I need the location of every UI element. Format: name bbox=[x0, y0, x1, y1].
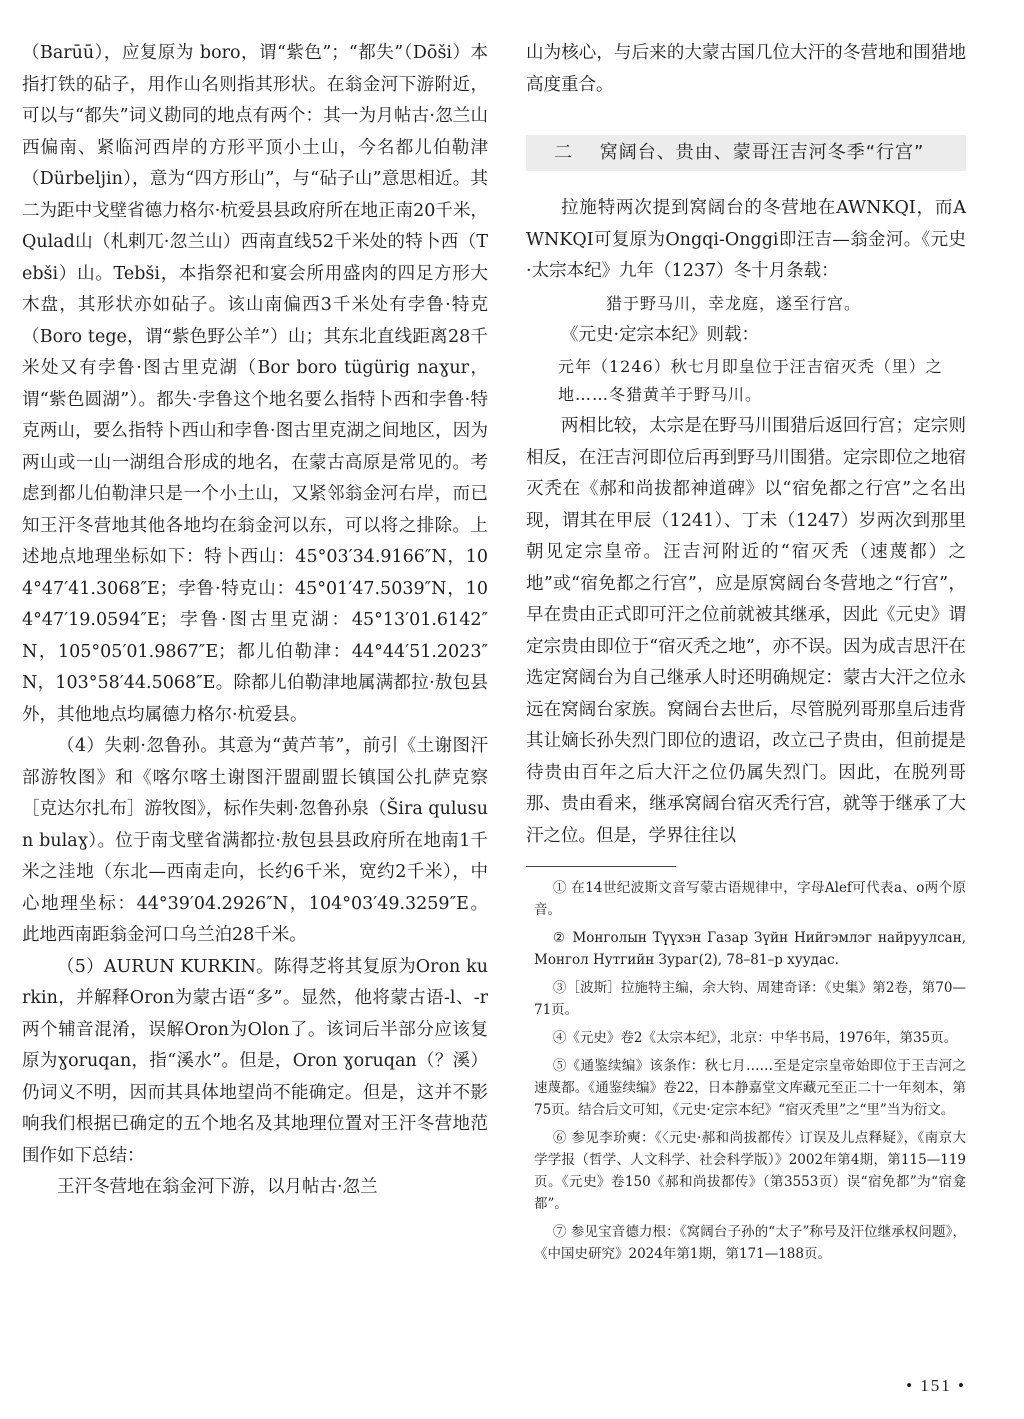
footnote: ⑥ 参见李玠奭：《〈元史·郝和尚拔都传〉订误及儿点释疑》，《南京大学学报（哲学、人文科学、社会科学版）》2002年第4期，第115—119页。《元史》卷150《郝和尚拔都传》（第3553页）误“宿免都”为“宿龛都”。 bbox=[534, 1130, 966, 1212]
quote-dingzong: 元年（1246）秋七月即皇位于汪吉宿灭秃（里）之地……冬猎黄羊于野马川。 bbox=[558, 357, 943, 404]
paragraph-aurun-kurkin: （5）AURUN KURKIN。陈得芝将其复原为Oron kurkin，并解释Oron为蒙古语“多”。显然，他将蒙古语-l、-r两个辅音混淆，误解Oron为Olon了。该词后半部分应该复原为ɣoruqan，指“溪水”。但是，Oron ɣoruqan（？溪）仍词义不明，因而其具体地望尚不能确定。但是，这并不影响我们根据已确定的五个地名及其地理位置对王汗冬营地范围作如下总结： bbox=[22, 956, 488, 1166]
paragraph-comparison: 两相比较，太宗是在野马川围猎后返回行宫；定宗则相反，在汪吉河即位后再到野马川围猎。定宗即位之地宿灭秃在《郝和尚拔都神道碑》以“宿免都之行宫”之名出现，谓其在甲辰（1241）、丁未（1247）岁两次到那里朝见定宗皇帝。汪吉河附近的“宿灭秃（速蔑都）之地”或“宿免都之行宫”，应是原窝阔台冬营地之“行宫”，早在贵由正式即可汗之位前就被其继承，因此《元史》谓定宗贵由即位于“宿灭秃之地”，亦不误。因为成吉思汗在选定窝阔台为自己继承人时还明确规定：蒙古大汗之位永远在窝阔台家族。窝阔台去世后，尽管脱列哥那皇后违背其让嫡长孙失烈门即位的遗诏，改立己子贵由，但前提是待贵由百年之后大汗之位仍属失烈门。因此，在脱列哥那、贵由看来，继承窝阔台宿灭秃行宫，就等于继承了大汗之位。但是，学界往往以 bbox=[526, 416, 966, 846]
footnote: ④《元史》卷2《太宗本纪》，北京：中华书局，1976年，第35页。 bbox=[552, 1030, 958, 1046]
right-column bbox=[526, 38, 966, 1271]
footnote: ⑤《通鉴续编》该条作：秋七月……至是定宗皇帝始即位于王吉河之速蔑都。《通鉴续编》卷22，日本静嘉堂文库藏元至正二十一年刻本，第75页。结合后文可知，《元史·定宗本纪》“宿灭秃里”之“里”当为衍文。 bbox=[534, 1058, 966, 1118]
footnotes bbox=[526, 877, 966, 1265]
left-column bbox=[22, 38, 488, 1204]
footnote: ⑦ 参见宝音德力根：《窝阔台子孙的“太子”称号及汗位继承权问题》，《中国史研究》2024年第1期，第171—188页。 bbox=[534, 1224, 966, 1262]
quote-taizong: 猎于野马川，幸龙庭，遂至行宫。 bbox=[606, 293, 862, 313]
section-title: 窝阔台、贵由、蒙哥汪吉河冬季“行宫” bbox=[599, 142, 925, 163]
paragraph-sira-qulusun: （4）失刺·忽鲁孙。其意为“黄芦苇”，前引《土谢图汗部游牧图》和《喀尔喀土谢图汗盟副盟长镇国公扎萨克察［克达尔扎布］游牧图》，标作失剌·忽鲁孙泉（Šira qulusun bulaɣ）。位于南戈壁省满都拉·敖包县县政府所在地南1千米之洼地（东北—西南走向，长约6千米，宽约2千米），中心地理坐标：44°39′04.2926″N，104°03′49.3259″E。此地西南距翁金河口乌兰泊28千米。 bbox=[22, 736, 488, 945]
footnote-divider bbox=[526, 866, 676, 867]
footnote: ① 在14世纪波斯文音写蒙古语规律中，字母Alef可代表a、o两个原音。 bbox=[534, 880, 966, 918]
paragraph-rashid: 拉施特两次提到窝阔台的冬营地在AWNKQI，而AWNKQI可复原为Ongqi-Onggi即汪吉—翁金河。《元史·太宗本纪》九年（1237）冬十月条载： bbox=[526, 198, 966, 281]
paragraph-continuation: 山为核心，与后来的大蒙古国几位大汗的冬营地和围猎地高度重合。 bbox=[526, 43, 966, 95]
paragraph-dosi-place: （Barūū），应复原为 boro，谓“紫色”；“都失”（Dōši）本指打铁的砧子，用作山名则指其形状。在翁金河下游附近，可以与“都失”词义勘同的地点有两个：其一为月帖古·忽兰山西偏南、紧临河西岸的方形平顶小土山，今名都儿伯勒津（Dürbeljin），意为“四方形山”，与“砧子山”意思相近。其二为距中戈壁省德力格尔·杭爱县县政府所在地正南20千米，Qulad山（札剌兀·忽兰山）西南直线52千米处的特卜西（Tebši）山。Tebši，本指祭祀和宴会所用盛肉的四足方形大木盘，其形状亦如砧子。该山南偏西3千米处有孛鲁·特克（Boro tege，谓“紫色野公羊”）山；其东北直线距离28千米处又有孛鲁·图古里克湖（Bor boro tügürig naɣur，谓“紫色圆湖”）。都失·孛鲁这个地名要么指特卜西和孛鲁·特克两山，要么指特卜西山和孛鲁·图古里克湖之间地区，因为两山或一山一湖组合形成的地名，在蒙古高原是常见的。考虑到都儿伯勒津只是一个小土山，又紧邻翁金河右岸，而已知王汗冬营地其他各地均在翁金河以东，可以将之排除。上述地点地理坐标如下：特卜西山：45°03′34.9166″N，104°47′41.3068″E；孛鲁·特克山：45°01′47.5039″N，104°47′19.0594″E；孛鲁·图古里克湖：45°13′01.6142″N，105°05′01.9867″E；都儿伯勒津：44°44′51.2023″N，103°58′44.5068″E。除都儿伯勒津地属满都拉·敖包县外，其他地点均属德力格尔·杭爱县。 bbox=[22, 43, 488, 725]
page-number: • 151 • bbox=[906, 1376, 966, 1395]
section-number: 二 bbox=[554, 142, 573, 163]
paragraph-wanghan-summary: 王汗冬营地在翁金河下游，以月帖古·忽兰 bbox=[57, 1177, 378, 1197]
footnote: ② Монголын Түүхэн Газар Зүйн Нийгэмлэг найруулсан, Монгол Нутгийн Зураг(2), 78–81–р хуудас. bbox=[534, 930, 966, 968]
paragraph-dingzong-intro: 《元史·定宗本纪》则载： bbox=[561, 324, 760, 345]
footnote: ③［波斯］拉施特主编，余大钧、周建奇译：《史集》第2卷，第70—71页。 bbox=[534, 980, 966, 1018]
section-heading bbox=[526, 135, 966, 171]
